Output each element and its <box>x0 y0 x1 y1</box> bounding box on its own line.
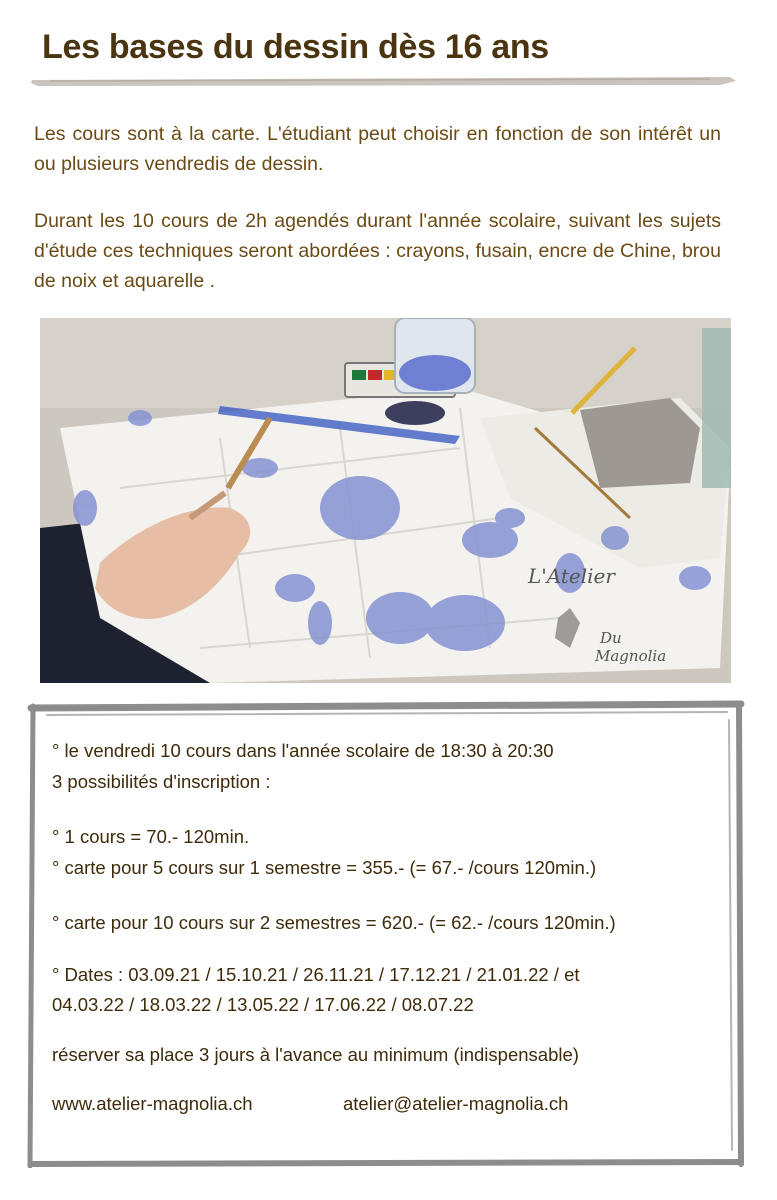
page-title: Les bases du dessin dès 16 ans <box>42 28 549 66</box>
watercolor-class-photo <box>40 318 731 683</box>
schedule-line: ° le vendredi 10 cours dans l'année scolaire de 18:30 à 20:30 <box>52 740 554 761</box>
intro-paragraph-2: Durant les 10 cours de 2h agendés durant l'année scolaire, suivant les sujets d'étude ces techniques seront abordées : crayons, fusain, encre de Chine, brou de noix et aquarelle . <box>34 210 721 292</box>
dates-line-1: ° Dates : 03.09.21 / 15.10.21 / 26.11.21 / 17.12.21 / 21.01.22 / et <box>52 964 580 985</box>
option-10-course-card: ° carte pour 10 cours sur 2 semestres = 620.- (= 62.- /cours 120min.) <box>52 912 616 933</box>
watermark-line-3: Magnolia <box>595 647 667 665</box>
website-link[interactable]: www.atelier-magnolia.ch <box>52 1093 253 1114</box>
email-link[interactable]: atelier@atelier-magnolia.ch <box>343 1093 569 1114</box>
watermark-line-1: L'Atelier <box>528 564 615 588</box>
option-single: ° 1 cours = 70.- 120min. <box>52 826 250 847</box>
title-underline <box>30 74 738 88</box>
dates-line-2: 04.03.22 / 18.03.22 / 13.05.22 / 17.06.22 / 08.07.22 <box>52 994 474 1015</box>
intro-paragraph-1: Les cours sont à la carte. L'étudiant peut choisir en fonction de son intérêt un ou plusieurs vendredis de dessin. <box>34 123 721 175</box>
options-intro: 3 possibilités d'inscription : <box>52 771 271 792</box>
watermark-line-2: Du <box>600 629 622 647</box>
option-5-course-card: ° carte pour 5 cours sur 1 semestre = 355.- (= 67.- /cours 120min.) <box>52 857 597 878</box>
reservation-note: réserver sa place 3 jours à l'avance au minimum (indispensable) <box>52 1044 579 1065</box>
